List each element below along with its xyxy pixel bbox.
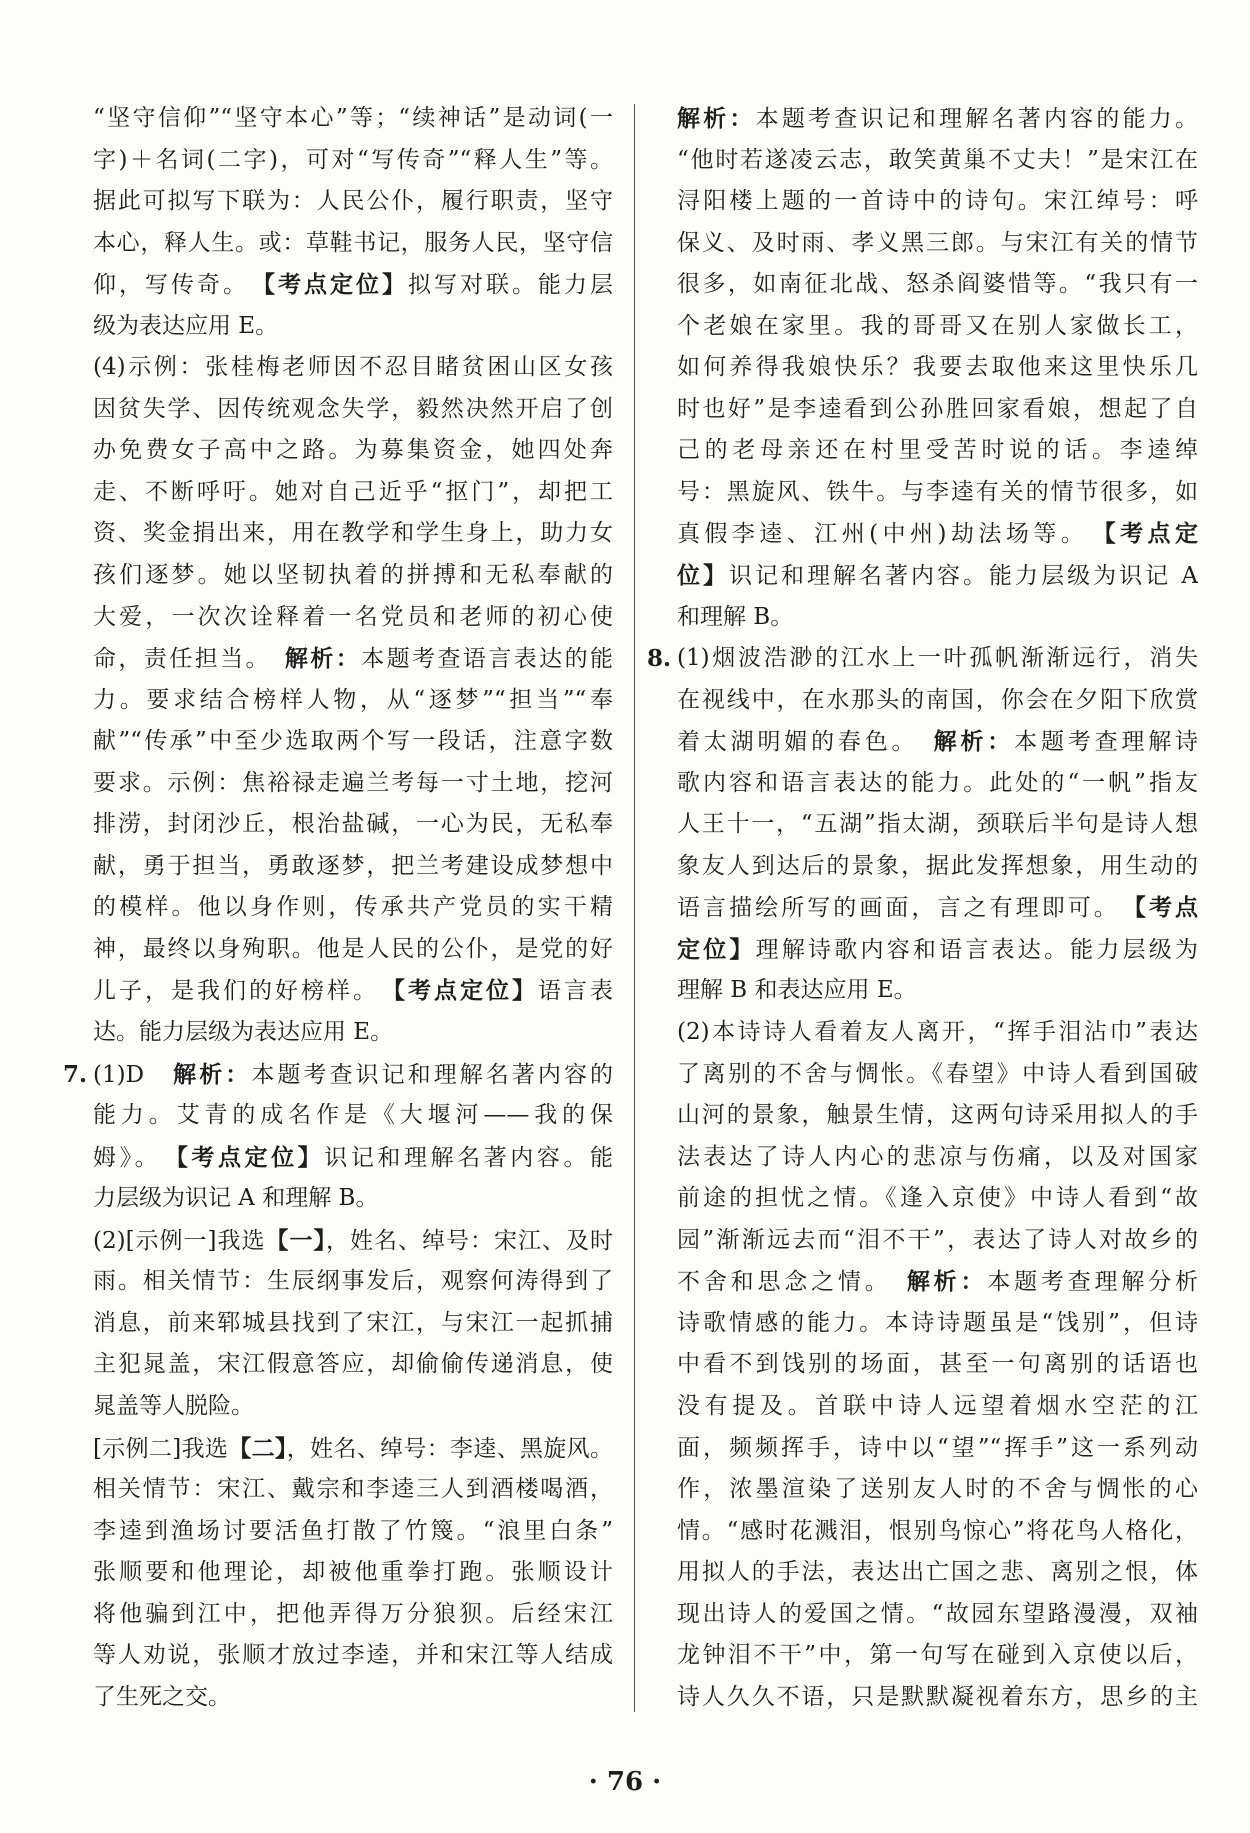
text-run: “他时若遂凌云志，敢笑黄巢不丈夫！”是宋江在 — [677, 146, 1198, 173]
text-run: 号：黑旋风、铁牛。与李逵有关的情节很多，如 — [677, 478, 1198, 505]
text-run: 作，浓墨渲染了送别友人时的不舍与惆怅的心 — [677, 1476, 1198, 1503]
text-line — [93, 1594, 613, 1636]
text-run: 献”“传承”中至少选取两个写一段话，注意字数 — [93, 728, 613, 755]
text-line — [93, 1303, 613, 1345]
bold-label: 【二】 — [228, 1434, 287, 1462]
text-line — [677, 306, 1198, 348]
text-line — [93, 430, 613, 472]
text-run: 要求。示例：焦裕禄走遍兰考每一寸土地，挖河 — [93, 769, 613, 796]
text-line — [93, 140, 613, 182]
text-line — [677, 1344, 1198, 1386]
bold-label: 解析： — [284, 645, 362, 673]
bold-label: 解析： — [173, 1060, 252, 1088]
left-column — [63, 98, 613, 1718]
text-run: 大爱，一次次诠释着一名党员和老师的初心使 — [93, 603, 613, 630]
text-run: ，姓名、绰号：李逵、黑旋风。 — [286, 1435, 613, 1462]
text-line — [93, 1137, 613, 1179]
text-run: 本题考查语言表达的能 — [361, 646, 613, 673]
text-run: 前途的担忧之情。《逢入京使》中诗人看到“故 — [677, 1185, 1198, 1212]
text-run: 如何养得我娘快乐？我要去取他来这里快乐几 — [677, 354, 1198, 381]
text-run: 据此可拟写下联为：人民公仆，履行职责，坚守 — [93, 188, 613, 215]
text-line — [93, 472, 613, 514]
text-line — [677, 721, 1198, 763]
text-run: 达。能力层级为表达应用 E。 — [93, 1019, 394, 1046]
text-line — [93, 306, 613, 348]
text-line — [677, 597, 1198, 639]
text-line — [93, 638, 613, 680]
text-run: 走、不断呼吁。她对自己近乎“抠门”，却把工 — [93, 478, 613, 505]
text-line — [93, 1095, 613, 1137]
text-run: (2)本诗诗人看着友人离开，“挥手泪沾巾”表达 — [677, 1019, 1198, 1046]
text-run: 园”渐渐远去而“泪不干”，表达了诗人对故乡的 — [677, 1226, 1198, 1253]
text-line — [93, 389, 613, 431]
text-run: 不舍和思念之情。 — [677, 1269, 907, 1296]
text-run: 山河的景象，触景生情，这两句诗采用拟人的手 — [677, 1102, 1198, 1129]
text-line — [93, 680, 613, 722]
text-run: 的模样。他以身作则，传承共产党员的实干精 — [93, 894, 613, 921]
text-line — [677, 887, 1198, 929]
text-line — [677, 181, 1198, 223]
text-run: 诗歌情感的能力。本诗诗题虽是“饯别”，但诗 — [677, 1309, 1198, 1336]
paragraph — [93, 347, 613, 1053]
text-run: 命，责任担当。 — [93, 646, 285, 673]
text-run: 排涝，封闭沙丘，根治盐碱，一心为民，无私奉 — [93, 811, 613, 838]
text-run: 情。“感时花溅泪，恨别鸟惊心”将花鸟人格化， — [677, 1517, 1198, 1544]
text-line — [677, 513, 1198, 555]
text-line — [677, 1677, 1198, 1719]
text-run: 了离别的不舍与惆怅。《春望》中诗人看到国破 — [677, 1060, 1198, 1087]
text-run: 本题考查理解分析 — [987, 1269, 1198, 1296]
text-run: (1)D — [93, 1061, 174, 1088]
text-line — [93, 1178, 613, 1220]
text-line — [93, 804, 613, 846]
text-run: 理解 B 和表达应用 E。 — [677, 977, 917, 1004]
paragraph — [677, 98, 1198, 638]
text-line — [677, 1469, 1198, 1511]
text-run: 因贫失学、因传统观念失学，毅然决然开启了创 — [93, 395, 613, 422]
text-line — [677, 1511, 1198, 1553]
text-run: 相关情节：宋江、戴宗和李逵三人到酒楼喝酒， — [93, 1476, 613, 1503]
text-run: 识记和理解名著内容。能力层级为识记 A — [729, 563, 1198, 590]
text-run: 中看不到饯别的场面，甚至一句离别的话语也 — [677, 1351, 1198, 1378]
text-run: 很多，如南征北战、怒杀阎婆惜等。“我只有一 — [677, 271, 1198, 298]
text-line — [677, 970, 1198, 1012]
bold-label: 定位】 — [677, 935, 756, 963]
text-run: 本题考查识记和理解名著内容的能力。 — [755, 106, 1198, 132]
text-line — [93, 223, 613, 265]
text-line — [93, 970, 613, 1012]
text-line — [677, 223, 1198, 265]
text-run: 本题考查理解诗 — [1014, 729, 1198, 756]
text-line — [93, 929, 613, 971]
text-line — [677, 264, 1198, 306]
text-line — [93, 264, 613, 306]
bold-label: 位】 — [677, 562, 730, 590]
text-line — [93, 513, 613, 555]
bold-label: 解析： — [677, 105, 756, 132]
text-run: 面，频频挥手，诗中以“望”“挥手”这一系列动 — [677, 1434, 1198, 1461]
text-line — [677, 929, 1198, 971]
text-run: 姆》。 — [93, 1144, 177, 1171]
text-run: 保义、及时雨、孝义黑三郎。与宋江有关的情节 — [677, 229, 1198, 256]
text-run: 个老娘在家里。我的哥哥又在别人家做长工， — [677, 312, 1198, 339]
text-run: 语言描绘所写的画面，言之有理即可。 — [677, 895, 1135, 922]
text-line — [677, 804, 1198, 846]
text-line — [677, 1137, 1198, 1179]
text-line — [677, 1261, 1198, 1303]
text-run: 能力。艾青的成名作是《大堰河——我的保 — [93, 1102, 613, 1129]
text-line — [677, 98, 1198, 140]
text-run: 力层级为识记 A 和理解 B。 — [93, 1185, 379, 1212]
bold-label: 【考点定位】 — [393, 977, 538, 1005]
text-run: 主犯晁盖，宋江假意答应，却偷偷传递消息，使 — [93, 1351, 613, 1378]
text-run: 本心，释人生。或：草鞋书记，服务人民，坚守信 — [93, 229, 613, 256]
text-line — [93, 1469, 613, 1511]
text-run: 诗人久久不语，只是默默凝视着东方，思乡的主 — [677, 1683, 1198, 1710]
text-line — [677, 1428, 1198, 1470]
paragraph — [93, 1428, 613, 1719]
text-line — [93, 1635, 613, 1677]
text-line — [677, 1552, 1198, 1594]
text-run: [示例二]我选 — [93, 1435, 229, 1462]
text-run: 字)＋名词(二字)，可对“写传奇”“释人生”等。 — [93, 146, 613, 173]
bold-label: 解析： — [933, 728, 1015, 756]
text-run: 现出诗人的爱国之情。“故园东望路漫漫，双袖 — [677, 1600, 1198, 1627]
text-line — [93, 597, 613, 639]
bold-label: 【一】 — [265, 1226, 327, 1254]
text-line — [677, 430, 1198, 472]
text-run: 没有提及。首联中诗人远望着烟水空茫的江 — [677, 1392, 1198, 1419]
text-line — [93, 1511, 613, 1553]
paragraph — [93, 98, 613, 347]
text-run: 消息，前来郓城县找到了宋江，与宋江一起抓捕 — [93, 1309, 613, 1336]
text-run: 真假李逵、江州(中州)劫法场等。 — [677, 521, 1105, 548]
text-line — [677, 1220, 1198, 1262]
text-run: 在视线中，在水那头的南国，你会在夕阳下欣赏 — [677, 686, 1198, 713]
text-line — [677, 1303, 1198, 1345]
text-run: 人王十一，“五湖”指太湖，颈联后半句是诗人想 — [677, 811, 1198, 838]
text-run: 时也好”是李逵看到公孙胜回家看娘，想起了自 — [677, 395, 1198, 422]
text-line — [93, 721, 613, 763]
text-run: 本题考查识记和理解名著内容的 — [251, 1061, 613, 1088]
text-line — [93, 347, 613, 389]
text-line — [93, 1344, 613, 1386]
right-column — [647, 98, 1198, 1718]
text-run: (1)烟波浩渺的江水上一叶孤帆渐渐远行，消失 — [677, 645, 1198, 672]
text-run: 用拟人的手法，表达出亡国之悲、离别之恨，体 — [677, 1559, 1198, 1586]
bold-label: 【考点 — [1134, 894, 1198, 922]
bold-label: 【考点定位】 — [176, 1143, 325, 1171]
text-run: 和理解 B。 — [677, 603, 794, 630]
text-line — [677, 1095, 1198, 1137]
text-line — [677, 638, 1198, 680]
text-run: (4)示例：张桂梅老师因不忍目睹贫困山区女孩 — [93, 354, 613, 381]
text-run: 雨。相关情节：生辰纲事发后，观察何涛得到了 — [93, 1268, 613, 1295]
text-run: 了生死之交。 — [93, 1683, 231, 1710]
text-run: 拟写对联。能力层 — [408, 272, 613, 299]
text-line — [93, 1677, 613, 1719]
text-line — [677, 1386, 1198, 1428]
text-line — [93, 1012, 613, 1054]
bold-label: 【考点定位】 — [263, 271, 408, 299]
text-run: ，姓名、绰号：宋江、及时 — [326, 1227, 613, 1254]
text-line — [93, 1386, 613, 1428]
bold-label: 解析： — [906, 1268, 988, 1296]
item-number: 7. — [63, 1060, 88, 1088]
text-run: 着太湖明媚的春色。 — [677, 729, 934, 756]
text-line — [677, 472, 1198, 514]
text-run: “坚守信仰”“坚守本心”等；“续神话”是动词(一 — [93, 105, 613, 131]
text-line — [677, 389, 1198, 431]
bold-label: 【考点定 — [1104, 520, 1198, 548]
text-run: 张顺要和他理论，却被他重拳打跑。张顺设计 — [93, 1559, 613, 1586]
text-line — [93, 1220, 613, 1262]
text-line — [93, 1054, 613, 1096]
text-line — [677, 680, 1198, 722]
text-line — [677, 763, 1198, 805]
text-line — [677, 555, 1198, 597]
text-run: 级为表达应用 E。 — [93, 312, 279, 339]
text-run: 仰，写传奇。 — [93, 272, 264, 299]
text-run: 李逵到渔场讨要活鱼打散了竹篾。“浪里白条” — [93, 1517, 613, 1544]
text-run: 神，最终以身殉职。他是人民的公仆，是党的好 — [93, 935, 613, 962]
text-line — [677, 140, 1198, 182]
text-run: 献，勇于担当，勇敢逐梦，把兰考建设成梦想中 — [93, 852, 613, 879]
text-line — [93, 181, 613, 223]
text-run: (2)[示例一]我选 — [93, 1227, 266, 1254]
paragraph — [63, 1054, 613, 1220]
paragraph — [677, 1012, 1198, 1718]
text-run: 晁盖等人脱险。 — [93, 1392, 254, 1419]
text-run: 力。要求结合榜样人物，从“逐梦”“担当”“奉 — [93, 686, 613, 713]
text-run: 孩们逐梦。她以坚韧执着的拼搏和无私奉献的 — [93, 562, 613, 589]
text-run: 办免费女子高中之路。为募集资金，她四处奔 — [93, 437, 613, 464]
text-line — [93, 1261, 613, 1303]
text-run: 资、奖金捐出来，用在教学和学生身上，助力女 — [93, 520, 613, 547]
item-number: 8. — [647, 645, 672, 673]
text-run: 理解诗歌内容和语言表达。能力层级为 — [755, 936, 1198, 963]
text-line — [677, 1594, 1198, 1636]
text-run: 将他骗到江中，把他弄得万分狼狈。后经宋江 — [93, 1600, 613, 1627]
text-line — [677, 1054, 1198, 1096]
page-number: · 76 · — [588, 1767, 662, 1797]
text-line — [93, 98, 613, 140]
text-line — [677, 347, 1198, 389]
text-line — [677, 1635, 1198, 1677]
text-run: 己的老母亲还在村里受苦时说的话。李逵绰 — [677, 437, 1198, 464]
text-run: 象友人到达后的景象，据此发挥想象，用生动的 — [677, 852, 1198, 879]
text-line — [93, 555, 613, 597]
text-run: 法表达了诗人内心的悲凉与伤痛，以及对国家 — [677, 1143, 1198, 1170]
text-run: 等人劝说，张顺才放过李逵，并和宋江等人结成 — [93, 1642, 613, 1669]
text-line — [677, 1178, 1198, 1220]
text-run: 浔阳楼上题的一首诗中的诗句。宋江绰号：呼 — [677, 188, 1198, 215]
text-line — [93, 1552, 613, 1594]
text-run: 识记和理解名著内容。能 — [324, 1144, 613, 1171]
paragraph — [647, 638, 1198, 1012]
text-line — [677, 1012, 1198, 1054]
text-line — [93, 887, 613, 929]
column-divider — [634, 104, 635, 1712]
paragraph — [93, 1220, 613, 1428]
text-run: 语言表 — [538, 978, 613, 1005]
text-line — [93, 763, 613, 805]
text-run: 龙钟泪不干”中，第一句写在碰到入京使以后， — [677, 1642, 1198, 1669]
text-line — [93, 1428, 613, 1470]
text-line — [677, 846, 1198, 888]
text-line — [93, 846, 613, 888]
text-run: 儿子，是我们的好榜样。 — [93, 978, 394, 1005]
text-run: 歌内容和语言表达的能力。此处的“一帆”指友 — [677, 769, 1198, 796]
